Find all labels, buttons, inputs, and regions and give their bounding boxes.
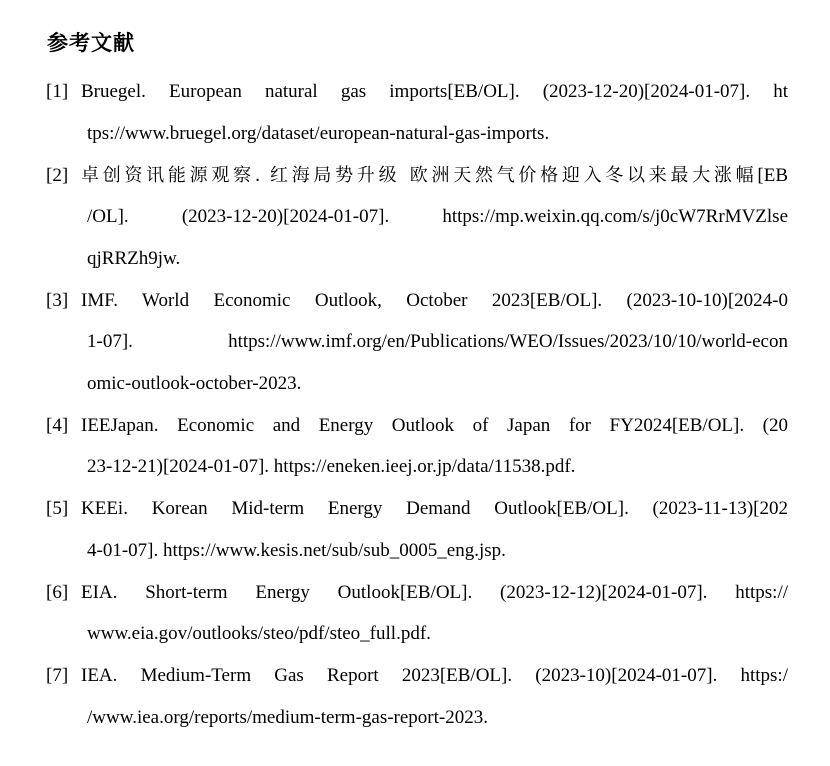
reference-item-6 xyxy=(46,572,788,655)
reference-number: [4] xyxy=(46,414,69,436)
reference-line: IEEJapan. Economic and Energy Outlook of Japan for FY2024[EB/OL]. (20 xyxy=(81,414,788,436)
reference-number: [7] xyxy=(46,665,69,686)
reference-number: [6] xyxy=(46,581,69,603)
references-heading: 参考文献 xyxy=(47,31,135,55)
reference-number: [5] xyxy=(46,498,69,519)
reference-list xyxy=(46,71,788,739)
reference-item-7 xyxy=(46,655,788,738)
reference-item-4 xyxy=(46,405,788,488)
reference-line-tail: [EB xyxy=(757,164,788,186)
reference-item-1 xyxy=(46,71,788,154)
reference-line: /OL]. (2023-12-20)[2024-01-07]. https://mp.weixin.qq.com/s/j0cW7RrMVZlse xyxy=(87,206,788,227)
reference-number: [3] xyxy=(46,289,69,311)
reference-line: EIA. Short-term Energy Outlook[EB/OL]. (2023-12-12)[2024-01-07]. https:// xyxy=(81,581,788,603)
reference-line xyxy=(81,155,788,197)
reference-line: 4-01-07]. https://www.kesis.net/sub/sub_0005_eng.jsp. xyxy=(87,539,506,561)
reference-item-2 xyxy=(46,155,788,280)
reference-number: [2] xyxy=(46,164,69,186)
reference-cjk-title: 卓创资讯能源观察. 红海局势升级 欧洲天然气价格迎入冬以来最大涨幅 xyxy=(81,164,758,186)
reference-line: KEEi. Korean Mid-term Energy Demand Outlook[EB/OL]. (2023-11-13)[202 xyxy=(81,498,788,519)
reference-line: www.eia.gov/outlooks/steo/pdf/steo_full.pdf. xyxy=(87,623,431,644)
reference-line: /www.iea.org/reports/medium-term-gas-report-2023. xyxy=(87,706,488,728)
reference-line: omic-outlook-october-2023. xyxy=(87,372,302,394)
reference-line: IMF. World Economic Outlook, October 2023[EB/OL]. (2023-10-10)[2024-0 xyxy=(81,289,788,311)
reference-item-3 xyxy=(46,280,788,405)
reference-line: 1-07]. https://www.imf.org/en/Publications/WEO/Issues/2023/10/10/world-econ xyxy=(87,331,788,352)
reference-line: IEA. Medium-Term Gas Report 2023[EB/OL]. (2023-10)[2024-01-07]. https:/ xyxy=(81,665,788,686)
reference-line: qjRRZh9jw. xyxy=(87,247,181,269)
reference-line: Bruegel. European natural gas imports[EB/OL]. (2023-12-20)[2024-01-07]. ht xyxy=(81,81,788,102)
reference-line: tps://www.bruegel.org/dataset/european-natural-gas-imports. xyxy=(87,122,550,144)
reference-item-5 xyxy=(46,488,788,571)
reference-number: [1] xyxy=(46,81,69,102)
reference-line: 23-12-21)[2024-01-07]. https://eneken.ieej.or.jp/data/11538.pdf. xyxy=(87,456,576,477)
